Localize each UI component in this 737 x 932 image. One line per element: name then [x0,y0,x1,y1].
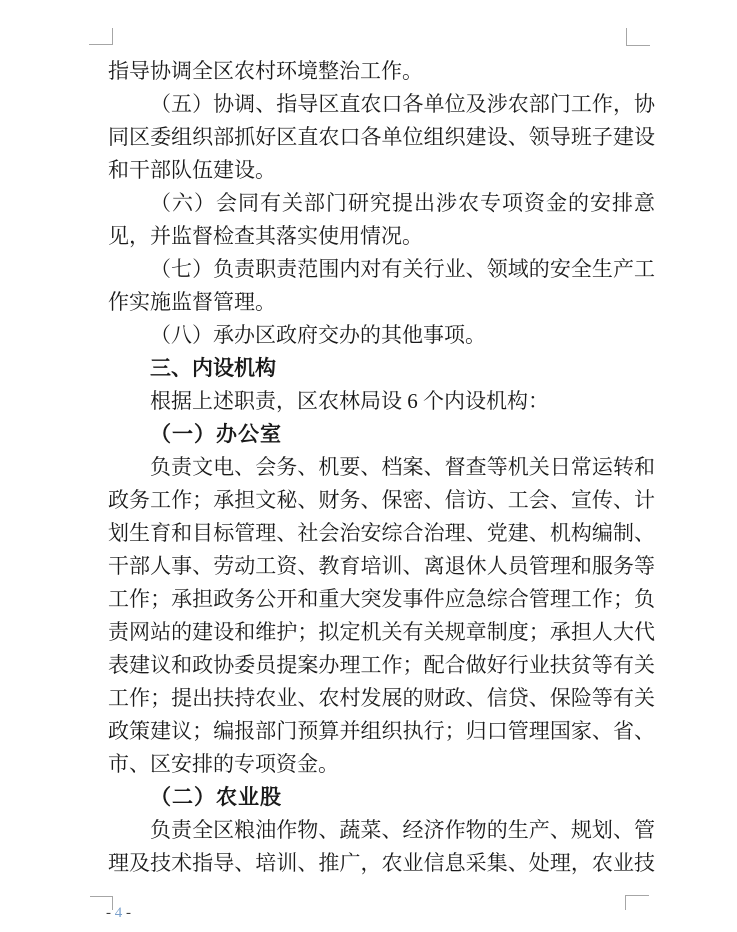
text-line: 划生育和目标管理、社会治安综合治理、党建、机构编制、 [108,521,655,545]
text-line: 负责文电、会务、机要、档案、督查等机关日常运转和 [150,455,655,479]
text-line: 工作；提出扶持农业、农村发展的财政、信贷、保险等有关 [108,686,655,710]
text-line: 表建议和政协委员提案办理工作；配合做好行业扶贫等有关 [108,653,655,677]
text-line: 同区委组织部抓好区直农口各单位组织建设、领导班子建设 [108,125,655,149]
crop-mark-top-left [89,28,113,45]
subsection-heading: （一）办公室 [150,422,282,446]
text-line: （五）协调、指导区直农口各单位及涉农部门工作，协 [150,92,655,116]
text-line: 作实施监督管理。 [108,290,276,314]
text-line: 干部人事、劳动工资、教育培训、离退休人员管理和服务等 [108,554,655,578]
crop-mark-bottom-right [625,895,649,910]
document-body [108,55,655,880]
page-number [106,903,131,923]
crop-mark-top-right [626,28,650,46]
text-line: 政策建议；编报部门预算并组织执行；归口管理国家、省、 [108,719,655,743]
text-line: （六）会同有关部门研究提出涉农专项资金的安排意 [150,191,655,215]
text-line: 工作；承担政务公开和重大突发事件应急综合管理工作；负 [108,587,655,611]
text-line: （七）负责职责范围内对有关行业、领域的安全生产工 [150,257,655,281]
text-line: 市、区安排的专项资金。 [108,752,339,776]
text-line: 负责全区粮油作物、蔬菜、经济作物的生产、规划、管 [150,818,655,842]
page-number-value: 4 [114,905,123,921]
text-line: 政务工作；承担文秘、财务、保密、信访、工会、宣传、计 [108,488,655,512]
text-line: 根据上述职责，区农林局设 6 个内设机构： [150,389,549,413]
text-line: 责网站的建设和维护；拟定机关有关规章制度；承担人大代 [108,620,655,644]
text-line: 见，并监督检查其落实使用情况。 [108,224,423,248]
subsection-heading: （二）农业股 [150,785,282,809]
text-line: （八）承办区政府交办的其他事项。 [150,323,486,347]
text-line: 指导协调全区农村环境整治工作。 [108,59,423,83]
page-number-prefix: - [106,905,115,921]
text-line: 理及技术指导、培训、推广，农业信息采集、处理，农业技 [108,851,655,875]
section-heading: 三、内设机构 [150,357,276,380]
page-number-suffix: - [122,905,131,921]
text-line: 和干部队伍建设。 [108,158,276,182]
